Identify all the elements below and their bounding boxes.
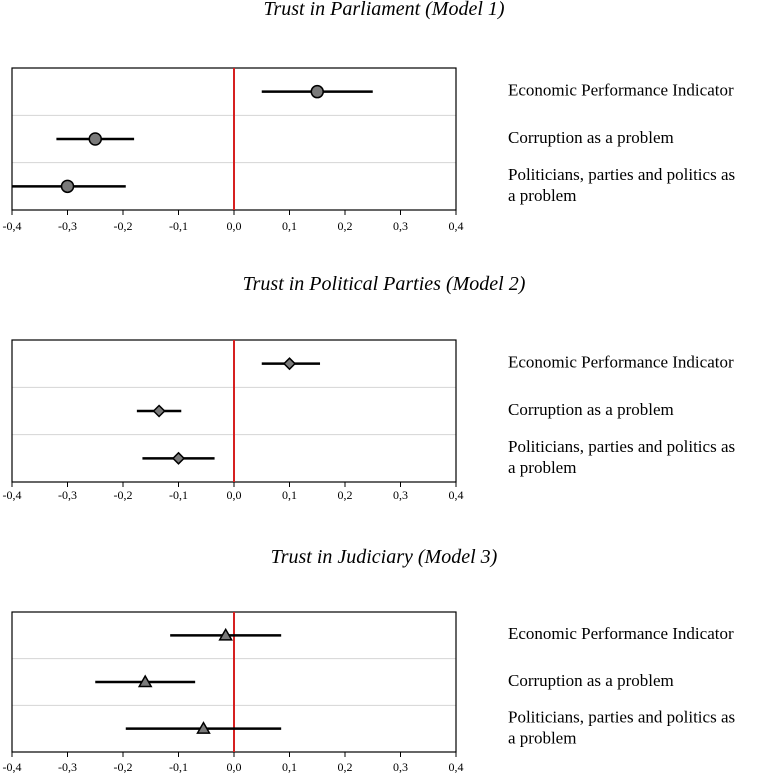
panel-1 xyxy=(3,0,736,233)
point-estimate-circle xyxy=(62,180,74,192)
x-tick-label: -0,1 xyxy=(169,488,188,502)
x-tick-label: -0,1 xyxy=(169,219,188,233)
point-estimate-circle xyxy=(89,133,101,145)
x-tick-label: -0,4 xyxy=(2,219,22,233)
x-tick-label: 0,4 xyxy=(448,488,464,502)
row-label: a problem xyxy=(508,458,577,478)
panel-title: Trust in Judiciary (Model 3) xyxy=(270,546,498,568)
panel-title: Trust in Political Parties (Model 2) xyxy=(242,273,526,295)
row-label: Economic Performance Indicator xyxy=(508,624,734,644)
x-tick-label: -0,2 xyxy=(113,219,133,233)
x-tick-label: 0,3 xyxy=(393,760,408,774)
panel-2 xyxy=(3,273,736,502)
row-label: Corruption as a problem xyxy=(508,127,674,147)
row-label: Economic Performance Indicator xyxy=(508,80,734,100)
point-estimate-circle xyxy=(311,86,323,98)
x-tick-label: -0,3 xyxy=(58,488,77,502)
point-estimate-diamond xyxy=(173,453,184,464)
x-tick-label: -0,4 xyxy=(2,760,22,774)
panel-title: Trust in Parliament (Model 1) xyxy=(263,0,505,20)
point-estimate-diamond xyxy=(154,406,165,417)
row-label: Corruption as a problem xyxy=(508,399,674,419)
x-tick-label: 0,3 xyxy=(393,488,408,502)
x-tick-label: 0,0 xyxy=(226,219,242,233)
x-tick-label: 0,0 xyxy=(226,760,242,774)
x-tick-label: 0,2 xyxy=(337,760,353,774)
x-tick-label: 0,3 xyxy=(393,219,408,233)
x-tick-label: 0,1 xyxy=(282,760,297,774)
x-tick-label: -0,3 xyxy=(58,760,77,774)
x-tick-label: 0,0 xyxy=(226,488,242,502)
row-label: Politicians, parties and politics as xyxy=(508,165,736,185)
row-label: a problem xyxy=(508,728,577,748)
x-tick-label: 0,2 xyxy=(337,488,353,502)
x-tick-label: -0,1 xyxy=(169,760,188,774)
x-tick-label: 0,1 xyxy=(282,488,297,502)
x-tick-label: -0,2 xyxy=(113,760,133,774)
x-tick-label: 0,4 xyxy=(448,219,464,233)
row-label: Politicians, parties and politics as xyxy=(508,707,736,727)
x-tick-label: 0,1 xyxy=(282,219,297,233)
x-tick-label: -0,2 xyxy=(113,488,133,502)
x-tick-label: -0,3 xyxy=(58,219,77,233)
row-label: Economic Performance Indicator xyxy=(508,352,734,372)
panel-3 xyxy=(3,546,736,774)
row-label: a problem xyxy=(508,186,577,206)
point-estimate-diamond xyxy=(284,358,295,369)
x-tick-label: -0,4 xyxy=(2,488,22,502)
row-label: Politicians, parties and politics as xyxy=(508,437,736,457)
row-label: Corruption as a problem xyxy=(508,670,674,690)
x-tick-label: 0,4 xyxy=(448,760,464,774)
x-tick-label: 0,2 xyxy=(337,219,353,233)
